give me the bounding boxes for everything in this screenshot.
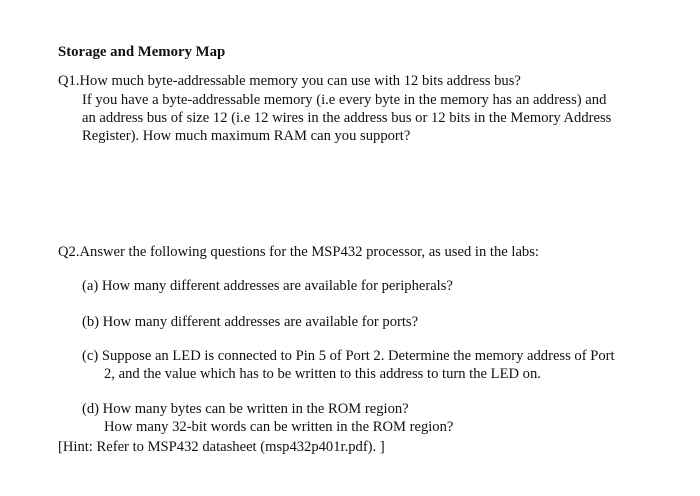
q2-question: Q2.Answer the following questions for the MSP432 processor, as used in the labs: [58,244,539,260]
q2-part-d-line-1: (d) How many bytes can be written in the ROM region? [82,401,409,417]
q2-part-c-line-2: 2, and the value which has to be written to this address to turn the LED on. [104,366,541,382]
hint-text: [Hint: Refer to MSP432 datasheet (msp432p401r.pdf). ] [58,439,385,455]
q1-line-2: an address bus of size 12 (i.e 12 wires in the address bus or 12 bits in the Memory Address [82,110,612,126]
q2-part-d-line-2: How many 32-bit words can be written in the ROM region? [104,419,454,435]
section-title: Storage and Memory Map [58,44,226,60]
q1-line-3: Register). How much maximum RAM can you support? [82,128,411,144]
q1-question: Q1.How much byte-addressable memory you can use with 12 bits address bus? [58,73,521,89]
q2-part-a: (a) How many different addresses are available for peripherals? [82,278,453,294]
q2-part-b: (b) How many different addresses are available for ports? [82,314,419,330]
q2-part-c-line-1: (c) Suppose an LED is connected to Pin 5 of Port 2. Determine the memory address of Port [82,348,615,364]
q1-line-1: If you have a byte-addressable memory (i.e every byte in the memory has an address) and [82,92,607,108]
